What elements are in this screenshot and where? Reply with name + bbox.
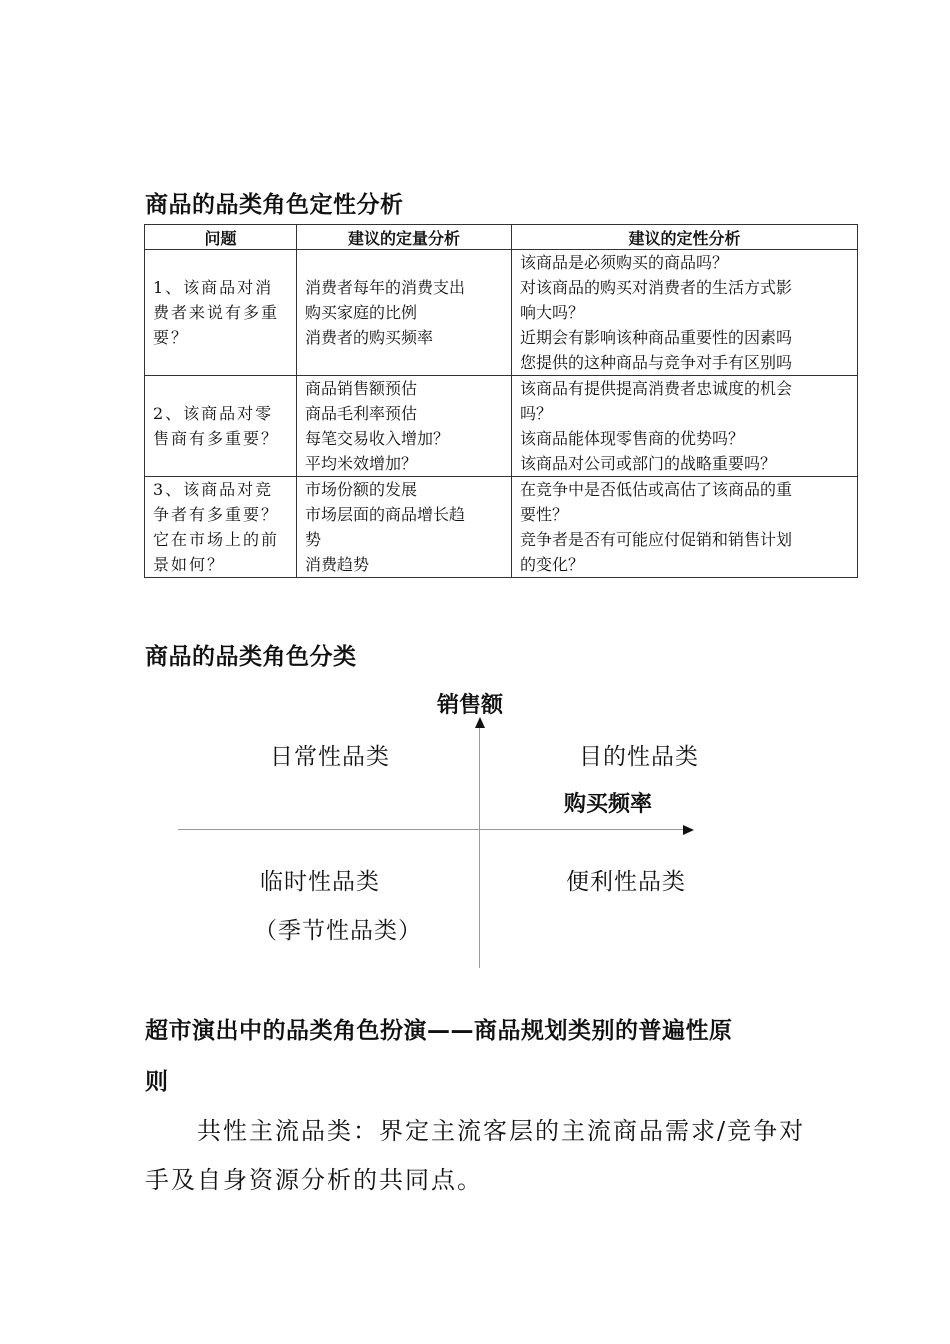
question-line: 售商有多重要？ <box>153 429 280 448</box>
question-line: 2、该商品对零 <box>153 404 274 423</box>
quadrant-routine: 日常性品类 <box>270 744 390 770</box>
x-axis-label: 购买频率 <box>564 792 653 817</box>
question-line: 3、该商品对竞 <box>153 480 274 499</box>
header-quantitative: 建议的定量分析 <box>297 225 512 250</box>
question-line: 费者来说有多重 <box>153 303 280 322</box>
qual-line: 的变化？ <box>520 555 585 574</box>
question-line: 景如何？ <box>153 555 226 574</box>
quant-line: 市场份额的发展 <box>305 480 418 499</box>
quant-line: 消费趋势 <box>305 555 370 574</box>
section-title-role-play-line2: 则 <box>145 1069 169 1095</box>
quant-line: 消费者每年的消费支出 <box>305 278 466 297</box>
qual-line: 近期会有影响该种商品重要性的因素吗 <box>520 328 793 347</box>
quant-line: 每笔交易收入增加？ <box>305 429 450 448</box>
paragraph-line: 手及自身资源分析的共同点。 <box>145 1166 483 1194</box>
section-title-qualitative: 商品的品类角色定性分析 <box>145 192 404 218</box>
qual-line: 您提供的这种商品与竞争对手有区别吗 <box>520 353 793 372</box>
quantitative-cell <box>297 250 512 376</box>
x-axis-line <box>178 829 684 830</box>
y-axis-arrow-icon <box>475 717 485 728</box>
section-title-category-roles: 商品的品类角色分类 <box>145 644 357 670</box>
qualitative-cell <box>512 250 858 376</box>
quant-line: 势 <box>305 530 322 549</box>
quant-line: 商品销售额预估 <box>305 379 418 398</box>
question-line: 要？ <box>153 328 190 347</box>
quantitative-cell <box>297 477 512 578</box>
quant-line: 市场层面的商品增长趋 <box>305 505 466 524</box>
paragraph-line: 共性主流品类：界定主流客层的主流商品需求/竞争对 <box>145 1117 806 1145</box>
x-axis-arrow-icon <box>683 825 694 835</box>
quant-line: 平均米效增加？ <box>305 454 418 473</box>
y-axis-label: 销售额 <box>437 693 504 718</box>
quadrant-destination: 目的性品类 <box>579 744 699 770</box>
question-line: 争者有多重要？ <box>153 505 280 524</box>
qual-line: 该商品是必须购买的商品吗？ <box>520 253 729 272</box>
qual-line: 吗？ <box>520 404 553 423</box>
qualitative-cell <box>512 477 858 578</box>
question-cell <box>145 250 297 376</box>
question-line: 1、该商品对消 <box>153 278 274 297</box>
qual-line: 竞争者是否有可能应付促销和销售计划 <box>520 530 793 549</box>
table-row <box>145 376 858 477</box>
qualitative-cell <box>512 376 858 477</box>
quadrant-seasonal-note: （季节性品类） <box>254 918 422 944</box>
quant-line: 消费者的购买频率 <box>305 328 434 347</box>
question-line: 它在市场上的前 <box>153 530 280 549</box>
qual-line: 响大吗？ <box>520 303 585 322</box>
qual-line: 在竞争中是否低估或高估了该商品的重 <box>520 480 793 499</box>
header-question: 问题 <box>145 225 297 250</box>
question-cell <box>145 376 297 477</box>
table-row <box>145 250 858 376</box>
table-row <box>145 477 858 578</box>
quadrant-convenience: 便利性品类 <box>566 869 686 895</box>
qual-line: 对该商品的购买对消费者的生活方式影 <box>520 278 793 297</box>
qual-line: 该商品有提供提高消费者忠诚度的机会 <box>520 379 793 398</box>
quant-line: 购买家庭的比例 <box>305 303 418 322</box>
qualitative-analysis-table <box>144 224 858 578</box>
quant-line: 商品毛利率预估 <box>305 404 418 423</box>
y-axis-line <box>479 728 480 968</box>
section-title-role-play-line1: 超市演出中的品类角色扮演——商品规划类别的普遍性原 <box>145 1018 733 1044</box>
header-qualitative: 建议的定性分析 <box>512 225 858 250</box>
quadrant-occasional: 临时性品类 <box>260 869 380 895</box>
table-header-row <box>145 225 858 250</box>
question-cell <box>145 477 297 578</box>
qual-line: 要性？ <box>520 505 569 524</box>
quantitative-cell <box>297 376 512 477</box>
qual-line: 该商品对公司或部门的战略重要吗？ <box>520 454 777 473</box>
qual-line: 该商品能体现零售商的优势吗？ <box>520 429 745 448</box>
